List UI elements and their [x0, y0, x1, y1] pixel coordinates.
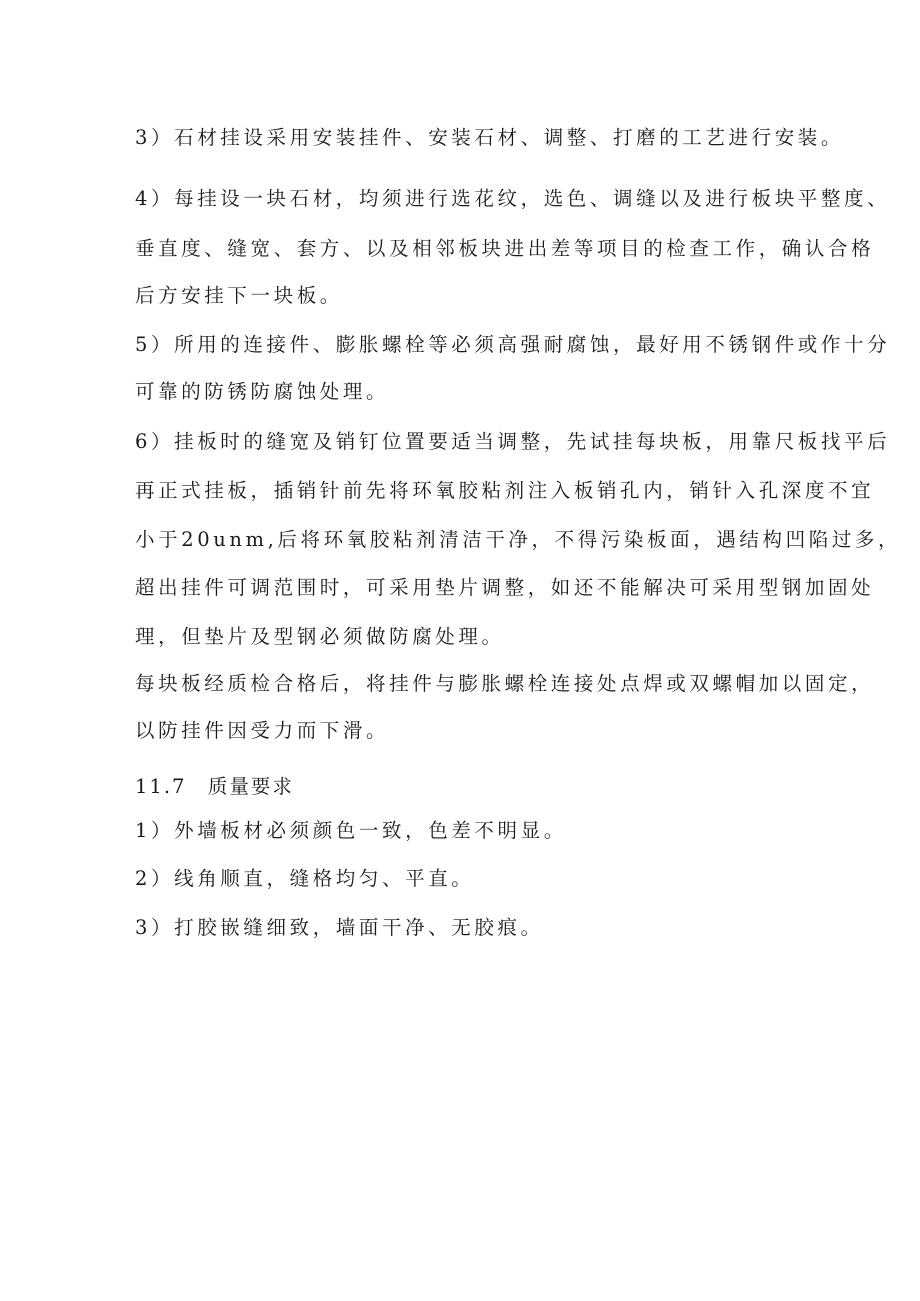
quality-item-2: 2）线角顺直，缝格均匀、平直。 [135, 867, 475, 890]
paragraph-inspection-line-2: 以防挂件因受力而下滑。 [135, 719, 390, 742]
paragraph-6-line-5: 理，但垫片及型钢必须做防腐处理。 [135, 625, 505, 648]
section-heading-11-7: 11.7 质量要求 [135, 775, 294, 798]
paragraph-4-line-3: 后方安挂下一块板。 [135, 284, 343, 307]
paragraph-5-line-2: 可靠的防锈防腐蚀处理。 [135, 380, 390, 403]
paragraph-4-line-2: 垂直度、缝宽、套方、以及相邻板块进出差等项目的检查工作，确认合格 [135, 237, 875, 260]
paragraph-6-line-4: 超出挂件可调范围时，可采用垫片调整，如还不能解决可采用型钢加固处 [135, 576, 875, 599]
quality-item-1: 1）外墙板材必须颜色一致，色差不明显。 [135, 819, 567, 842]
paragraph-6-line-3: 小于20unm,后将环氧胶粘剂清洁干净，不得污染板面，遇结构凹陷过多， [135, 528, 902, 551]
paragraph-4-line-1: 4）每挂设一块石材，均须进行选花纹，选色、调缝以及进行板块平整度、 [135, 187, 891, 210]
paragraph-5-line-1: 5）所用的连接件、膨胀螺栓等必须高强耐腐蚀，最好用不锈钢件或作十分 [135, 333, 891, 356]
paragraph-3-stone-hanging: 3）石材挂设采用安装挂件、安装石材、调整、打磨的工艺进行安装。 [135, 126, 845, 149]
paragraph-6-line-2: 再正式挂板，插销针前先将环氧胶粘剂注入板销孔内，销针入孔深度不宜 [135, 479, 875, 502]
paragraph-inspection-line-1: 每块板经质检合格后，将挂件与膨胀螺栓连接处点焊或双螺帽加以固定， [135, 672, 875, 695]
quality-item-3: 3）打胶嵌缝细致，墙面干净、无胶痕。 [135, 916, 544, 939]
paragraph-6-line-1: 6）挂板时的缝宽及销钉位置要适当调整，先试挂每块板，用靠尺板找平后 [135, 430, 891, 453]
